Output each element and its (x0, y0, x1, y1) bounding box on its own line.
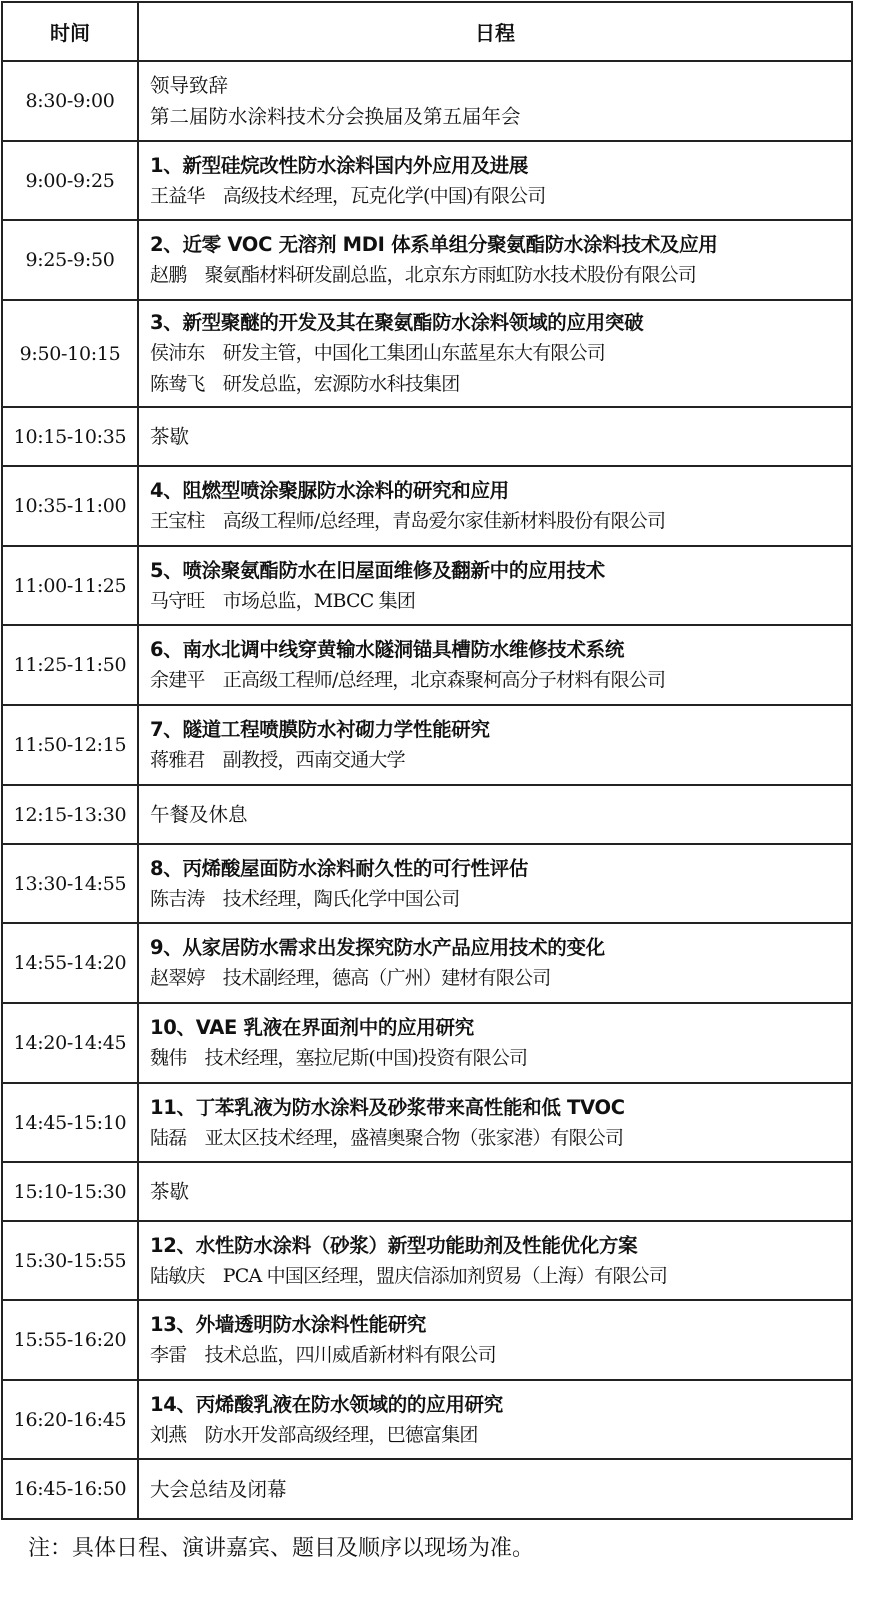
talk-title: 2、近零 VOC 无溶剂 MDI 体系单组分聚氨酯防水涂料技术及应用 (150, 233, 718, 256)
table-row (2, 844, 852, 923)
time-cell: 15:55-16:20 (2, 1300, 138, 1380)
time-cell: 14:55-14:20 (2, 923, 138, 1003)
table-row (2, 1459, 852, 1519)
time-cell: 9:00-9:25 (2, 141, 138, 220)
schedule-rows (2, 61, 852, 1519)
time-cell: 10:35-11:00 (2, 466, 138, 546)
time-cell: 9:25-9:50 (2, 220, 138, 300)
time-cell: 15:30-15:55 (2, 1221, 138, 1300)
agenda-item: 茶歇 (150, 425, 190, 448)
talk-title: 9、从家居防水需求出发探究防水产品应用技术的变化 (150, 936, 605, 959)
table-row (2, 1162, 852, 1221)
agenda-item: 大会总结及闭幕 (150, 1477, 287, 1501)
table-row (2, 1380, 852, 1459)
program-cell (138, 407, 852, 466)
time-cell: 13:30-14:55 (2, 844, 138, 923)
speaker-line: 侯沛东 研发主管，中国化工集团山东蓝星东大有限公司 (150, 342, 606, 364)
time-cell: 14:20-14:45 (2, 1003, 138, 1083)
program-cell (138, 923, 852, 1003)
time-cell: 14:45-15:10 (2, 1083, 138, 1162)
program-cell (138, 844, 852, 923)
time-cell: 10:15-10:35 (2, 407, 138, 466)
header-schedule: 日程 (138, 2, 852, 61)
program-cell (138, 1003, 852, 1083)
talk-title: 7、隧道工程喷膜防水衬砌力学性能研究 (150, 718, 490, 741)
time-cell: 12:15-13:30 (2, 785, 138, 844)
program-cell (138, 546, 852, 625)
table-row (2, 1300, 852, 1380)
time-cell: 8:30-9:00 (2, 61, 138, 141)
table-row (2, 220, 852, 300)
program-cell (138, 1221, 852, 1300)
speaker-line: 赵翠婷 技术副经理，德高（广州）建材有限公司 (150, 967, 551, 989)
program-cell (138, 1300, 852, 1380)
talk-title: 4、阻燃型喷涂聚脲防水涂料的研究和应用 (150, 479, 509, 502)
table-row (2, 546, 852, 625)
time-cell: 11:00-11:25 (2, 546, 138, 625)
table-row (2, 1003, 852, 1083)
table-row (2, 705, 852, 785)
program-cell (138, 625, 852, 705)
speaker-line: 陈鸯飞 研发总监，宏源防水科技集团 (150, 373, 460, 395)
speaker-line: 魏伟 技术经理，塞拉尼斯(中国)投资有限公司 (150, 1047, 528, 1069)
talk-title: 12、水性防水涂料（砂浆）新型功能助剂及性能优化方案 (150, 1233, 638, 1257)
time-cell: 16:45-16:50 (2, 1459, 138, 1519)
time-cell: 16:20-16:45 (2, 1380, 138, 1459)
table-row (2, 141, 852, 220)
agenda-item: 茶歇 (150, 1180, 190, 1203)
time-cell: 11:25-11:50 (2, 625, 138, 705)
table-row (2, 61, 852, 141)
speaker-line: 陆磊 亚太区技术经理，盛禧奥聚合物（张家港）有限公司 (150, 1126, 624, 1149)
speaker-line: 王宝柱 高级工程师/总经理，青岛爱尔家佳新材料股份有限公司 (150, 510, 666, 532)
time-cell: 15:10-15:30 (2, 1162, 138, 1221)
program-cell (138, 220, 852, 300)
program-cell (138, 1083, 852, 1162)
header-time: 时间 (2, 2, 138, 61)
talk-title: 3、新型聚醚的开发及其在聚氨酯防水涂料领域的应用突破 (150, 311, 644, 334)
schedule-table (1, 1, 853, 1520)
talk-title: 11、丁苯乳液为防水涂料及砂浆带来高性能和低 TVOC (150, 1095, 625, 1119)
talk-title: 1、新型硅烷改性防水涂料国内外应用及进展 (150, 153, 529, 177)
agenda-item: 第二届防水涂料技术分会换届及第五届年会 (150, 105, 521, 128)
talk-title: 8、丙烯酸屋面防水涂料耐久性的可行性评估 (150, 856, 529, 880)
footer-note: 注：具体日程、演讲嘉宾、题目及顺序以现场为准。 (28, 1536, 535, 1561)
table-row (2, 1221, 852, 1300)
program-cell (138, 1380, 852, 1459)
speaker-line: 刘燕 防水开发部高级经理，巴德富集团 (150, 1423, 478, 1446)
table-row (2, 300, 852, 407)
speaker-line: 王益华 高级技术经理，瓦克化学(中国)有限公司 (150, 184, 546, 207)
speaker-line: 陈吉涛 技术经理，陶氏化学中国公司 (150, 887, 460, 910)
agenda-item: 领导致辞 (150, 74, 229, 97)
speaker-line: 余建平 正高级工程师/总经理，北京森聚柯高分子材料有限公司 (150, 669, 666, 691)
talk-title: 6、南水北调中线穿黄输水隧洞锚具槽防水维修技术系统 (150, 638, 625, 661)
time-cell: 9:50-10:15 (2, 300, 138, 407)
talk-title: 14、丙烯酸乳液在防水领域的的应用研究 (150, 1392, 503, 1416)
table-header-row (2, 2, 852, 61)
program-cell (138, 1459, 852, 1519)
speaker-line: 蒋雅君 副教授，西南交通大学 (150, 749, 405, 771)
table-row (2, 1083, 852, 1162)
program-cell (138, 141, 852, 220)
speaker-line: 赵鹏 聚氨酯材料研发副总监，北京东方雨虹防水技术股份有限公司 (150, 264, 697, 286)
talk-title: 5、喷涂聚氨酯防水在旧屋面维修及翻新中的应用技术 (150, 558, 605, 582)
talk-title: 13、外墙透明防水涂料性能研究 (150, 1313, 427, 1336)
program-cell (138, 466, 852, 546)
program-cell (138, 300, 852, 407)
table-row (2, 923, 852, 1003)
table-row (2, 785, 852, 844)
program-cell (138, 1162, 852, 1221)
speaker-line: 李雷 技术总监，四川威盾新材料有限公司 (150, 1344, 496, 1366)
program-cell (138, 785, 852, 844)
program-cell (138, 705, 852, 785)
table-row (2, 625, 852, 705)
table-row (2, 466, 852, 546)
agenda-item: 午餐及休息 (150, 803, 248, 826)
table-row (2, 407, 852, 466)
speaker-line: 马守旺 市场总监，MBCC 集团 (150, 589, 416, 612)
time-cell: 11:50-12:15 (2, 705, 138, 785)
talk-title: 10、VAE 乳液在界面剂中的应用研究 (150, 1016, 474, 1039)
program-cell (138, 61, 852, 141)
speaker-line: 陆敏庆 PCA 中国区经理，盟庆信添加剂贸易（上海）有限公司 (150, 1264, 668, 1287)
